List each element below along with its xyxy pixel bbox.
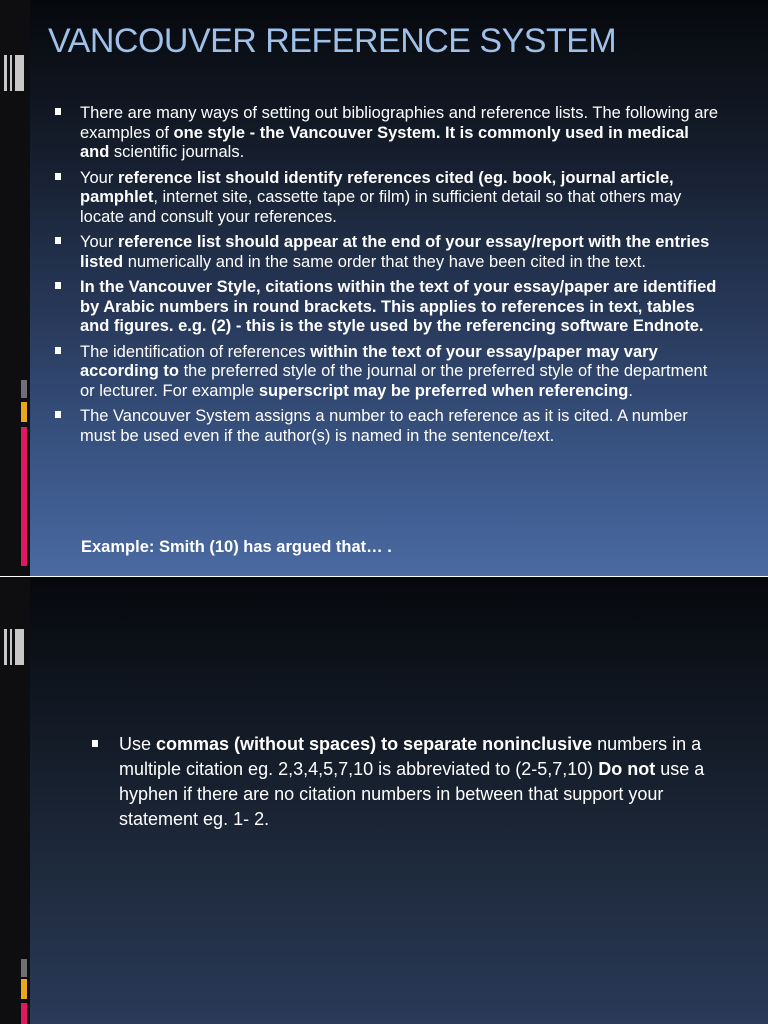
- slide-2: [0, 577, 768, 1024]
- bold-text-run: commas (without spaces) to separate noninclusive: [156, 734, 593, 754]
- bold-text-run: one style - the Vancouver System. It is commonly used in medical and: [80, 123, 689, 161]
- frame-glyph-icon: [4, 629, 26, 665]
- text-run: There are many ways of setting out bibliographies and reference lists. The following are examples of: [80, 104, 719, 142]
- bold-text-run: reference list should appear at the end of your essay/report with the entries listed: [80, 233, 710, 271]
- bullet-icon: [55, 411, 61, 418]
- bullet-icon: [55, 173, 61, 180]
- bullet-icon: [55, 282, 61, 289]
- bold-text-run: In the Vancouver Style, citations within the text of your essay/paper are identified by Arabic numbers in round brackets. This applies to references in text, tables and figures. e.g. (2) - this is the style used by the referencing software Endnote.: [80, 278, 717, 335]
- bullet-item: [80, 169, 720, 228]
- text-run: , internet site, cassette tape or film) in sufficient detail so that others may locate and consult your references.: [80, 188, 682, 226]
- bullet-icon: [92, 740, 98, 747]
- text-run: Your: [80, 168, 118, 187]
- accent-bar-pink: [21, 1003, 27, 1024]
- text-run: The identification of references: [80, 342, 311, 361]
- example-line: Example: Smith (10) has argued that… .: [81, 538, 392, 556]
- bold-text-run: superscript may be preferred when referencing: [258, 381, 629, 400]
- bullet-item: [80, 233, 720, 272]
- text-run: numbers in a multiple citation eg. 2,3,4,5,7,10 is abbreviated to (2-5,7,10): [119, 734, 702, 779]
- frame-glyph-icon: [4, 55, 26, 91]
- bold-text-run: reference list should identify references cited (eg. book, journal article, pamphlet: [80, 168, 674, 206]
- bullet-item: [80, 343, 720, 402]
- text-run: The Vancouver System assigns a number to each reference as it is cited. A number must be used even if the author(s) is named in the sentence/text.: [80, 407, 688, 445]
- bullet-list: [119, 732, 729, 832]
- bullet-item: [119, 732, 729, 832]
- bullet-item: [80, 278, 720, 337]
- bold-text-run: Do not: [598, 759, 656, 779]
- text-run: use a hyphen if there are no citation numbers in between that support your statement eg. 1- 2.: [119, 759, 705, 829]
- text-run: the preferred style of the journal or the preferred style of the department or lecturer. For example: [80, 362, 708, 400]
- bold-text-run: within the text of your essay/paper may vary according to: [80, 342, 658, 380]
- bullet-item: [80, 104, 720, 163]
- accent-bar-pink: [21, 427, 27, 566]
- accent-bar-gold: [21, 402, 27, 422]
- text-run: scientific journals.: [109, 143, 245, 161]
- bullet-item: [80, 407, 720, 446]
- text-run: numerically and in the same order that they have been cited in the text.: [123, 252, 646, 271]
- text-run: .: [628, 381, 633, 400]
- accent-bar-gold: [21, 979, 27, 999]
- bullet-icon: [55, 108, 61, 115]
- text-run: Use: [119, 734, 157, 754]
- accent-bar-gray: [21, 959, 27, 977]
- bullet-list: [80, 104, 720, 452]
- slide-title: VANCOUVER REFERENCE SYSTEM: [48, 22, 617, 60]
- text-run: Your: [80, 233, 118, 251]
- bullet-icon: [55, 347, 61, 354]
- accent-bar-gray: [21, 380, 27, 398]
- bullet-icon: [55, 237, 61, 244]
